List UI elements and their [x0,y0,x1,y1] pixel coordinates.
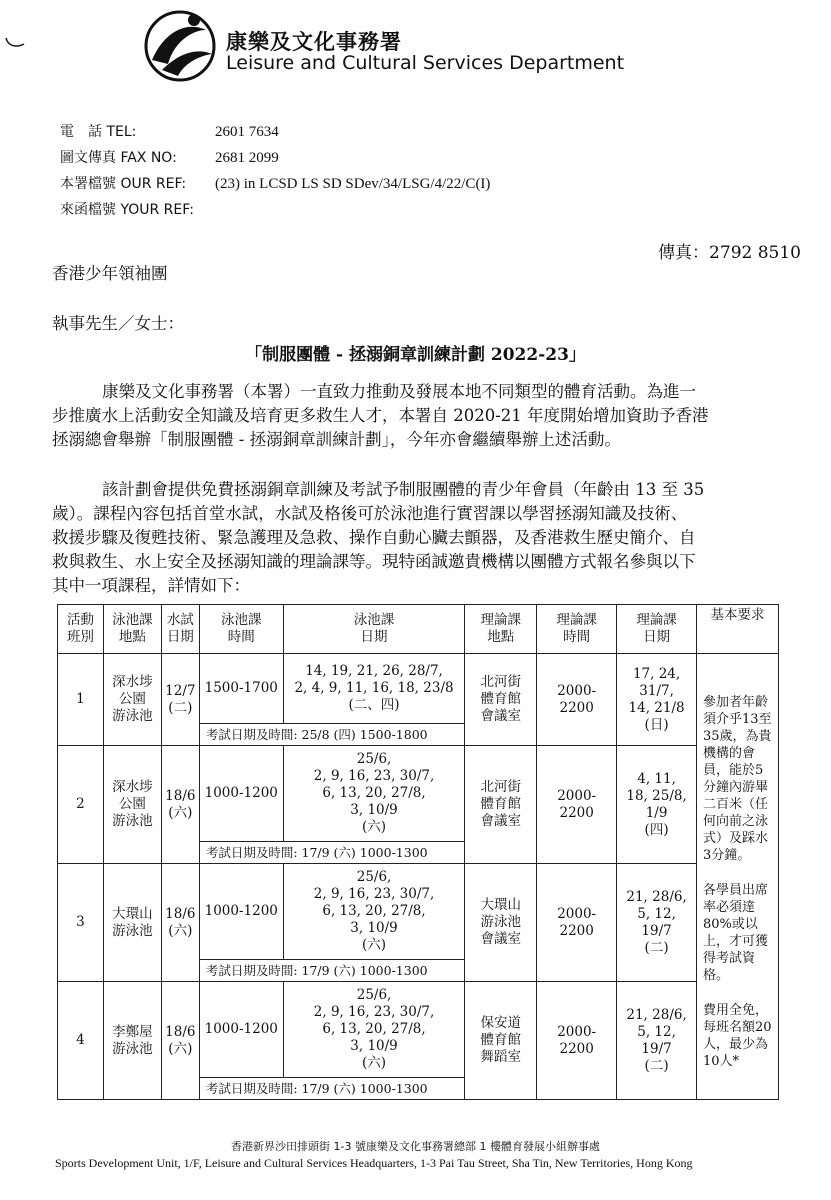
cell-theory-dates: 4, 11, 18, 25/8, 1/9 (四) [617,746,697,864]
paragraph-line: 救援步驟及復甦技術、緊急護理及急救、操作自動心臟去顫器，及香港救生歷史簡介、自 [52,528,696,547]
cell-class: 3 [58,864,104,982]
table-row [58,864,779,960]
cell-venue: 深水埗 公園 游泳池 [103,746,161,864]
cell-theory-time: 2000-2200 [537,654,617,746]
cell-theory-time: 2000-2200 [537,864,617,982]
requirement-attendance: 各學員出席率必須達80%或以上，才可獲得考試資格。 [703,883,769,983]
paragraph-1 [52,380,792,452]
cell-exam: 考試日期及時間: 17/9 (六) 1000-1300 [199,842,465,864]
contact-value: (23) in LCSD LS SD SDev/34/LSG/4/22/C(I) [215,176,491,192]
paragraph-line: 該計劃會提供免費拯溺銅章訓練及考試予制服團體的青少年會員（年齡由 13 至 35 [102,480,705,499]
header-requirements: 基本要求 [697,605,779,654]
header-test-date: 水試 日期 [161,605,199,654]
cell-pool-dates: 25/6, 2, 9, 16, 23, 30/7, 6, 13, 20, 27/8, 3, 10/9 (六) [283,746,465,842]
contact-label: 電 話 TEL: [60,124,137,140]
cell-theory-venue: 北河街 體育館 會議室 [465,654,537,746]
cell-class: 4 [58,982,104,1100]
table-header-row [58,605,779,654]
paragraph-line: 康樂及文化事務署（本署）一直致力推動及發展本地不同類型的體育活動。為進一 [102,382,696,401]
header-pool-venue: 泳池課 地點 [103,605,161,654]
cell-venue: 深水埗 公園 游泳池 [103,654,161,746]
recipient: 香港少年領袖團 [52,264,168,283]
header-theory-dates: 理論課 日期 [617,605,697,654]
cell-theory-time: 2000-2200 [537,746,617,864]
cell-venue: 大環山 游泳池 [103,864,161,982]
cell-theory-venue: 保安道 體育館 舞蹈室 [465,982,537,1100]
cell-pool-time: 1000-1200 [199,982,283,1078]
contact-label: 來函檔號 YOUR REF: [60,202,194,218]
cell-exam: 考試日期及時間: 25/8 (四) 1500-1800 [199,724,465,746]
paragraph-line: 歲）。課程內容包括首堂水試，水試及格後可於泳池進行實習課以學習拯溺知識及技術、 [52,504,688,523]
footer-address-en: Sports Development Unit, 1/F, Leisure and Cultural Services Headquarters, 1-3 Pai Tau Street, Sha Tin, New Territories, Hong Kong [55,1156,693,1170]
header-pool-dates: 泳池課 日期 [283,605,465,654]
header-pool-time: 泳池課 時間 [199,605,283,654]
contact-value: 2601 7634 [215,124,279,140]
contact-label: 圖文傳真 FAX NO: [60,150,177,166]
lcsd-logo [140,8,218,82]
cell-class: 1 [58,654,104,746]
cell-theory-venue: 大環山 游泳池 會議室 [465,864,537,982]
salutation: 執事先生／女士： [52,314,184,333]
contact-label: 本署檔號 OUR REF: [60,176,187,192]
department-name-en: Leisure and Cultural Services Department [226,52,625,74]
letter-title: 「制服團體 - 拯溺銅章訓練計劃 2022-23」 [245,345,586,365]
footer-address-zh: 香港新界沙田排頭街 1-3 號康樂及文化事務署總部 1 樓體育發展小組辦事處 [231,1140,600,1153]
scan-mark [4,36,26,50]
paragraph-line: 拯溺總會舉辦「制服團體 - 拯溺銅章訓練計劃」，今年亦會繼續舉辦上述活動。 [52,430,621,449]
contact-tel [60,121,279,141]
paragraph-line: 其中一項課程，詳情如下： [52,576,250,595]
table-row [58,654,779,724]
cell-class: 2 [58,746,104,864]
cell-pool-dates: 14, 19, 21, 26, 28/7, 2, 4, 9, 11, 16, 18, 23/8 (二、四) [283,654,465,724]
cell-theory-venue: 北河街 體育館 會議室 [465,746,537,864]
cell-pool-time: 1000-1200 [199,746,283,842]
cell-theory-time: 2000-2200 [537,982,617,1100]
cell-theory-dates: 21, 28/6, 5, 12, 19/7 (二) [617,864,697,982]
paragraph-line: 救與救生、水上安全及拯溺知識的理論課等。現特函誠邀貴機構以團體方式報名參與以下 [52,552,696,571]
table-row [58,982,779,1078]
cell-theory-dates: 21, 28/6, 5, 12, 19/7 (二) [617,982,697,1100]
recipient-fax: 傳真：2792 8510 [658,243,801,263]
contact-value: 2681 2099 [215,150,279,166]
cell-theory-dates: 17, 24, 31/7, 14, 21/8 (日) [617,654,697,746]
cell-pool-dates: 25/6, 2, 9, 16, 23, 30/7, 6, 13, 20, 27/8, 3, 10/9 (六) [283,982,465,1078]
contact-fax [60,147,279,167]
cell-test-date: 18/6 (六) [161,982,199,1100]
cell-test-date: 18/6 (六) [161,864,199,982]
cell-pool-dates: 25/6, 2, 9, 16, 23, 30/7, 6, 13, 20, 27/8, 3, 10/9 (六) [283,864,465,960]
cell-exam: 考試日期及時間: 17/9 (六) 1000-1300 [199,960,465,982]
paragraph-2 [52,478,792,598]
requirement-fee: 費用全免，每班名額20人，最少為10人* [703,1003,772,1069]
contact-your-ref [60,199,215,219]
cell-pool-time: 1000-1200 [199,864,283,960]
header-class: 活動 班別 [58,605,104,654]
cell-test-date: 18/6 (六) [161,746,199,864]
cell-test-date: 12/7 (二) [161,654,199,746]
cell-requirements [697,654,779,1100]
cell-venue: 李鄭屋 游泳池 [103,982,161,1100]
table-row [58,746,779,842]
department-name-zh: 康樂及文化事務署 [226,30,402,54]
paragraph-line: 步推廣水上活動安全知識及培育更多救生人才，本署自 2020-21 年度開始增加資助予香港 [52,406,709,425]
header-theory-venue: 理論課 地點 [465,605,537,654]
header-theory-time: 理論課 時間 [537,605,617,654]
cell-pool-time: 1500-1700 [199,654,283,724]
contact-our-ref [60,173,490,193]
cell-exam: 考試日期及時間: 17/9 (六) 1000-1300 [199,1078,465,1100]
requirement-age: 參加者年齡須介乎13至35歲，為貴機構的會員，能於5分鐘內游畢二百米（任何向前之泳式）及踩水3分鐘。 [703,695,772,863]
course-table [57,604,779,1100]
